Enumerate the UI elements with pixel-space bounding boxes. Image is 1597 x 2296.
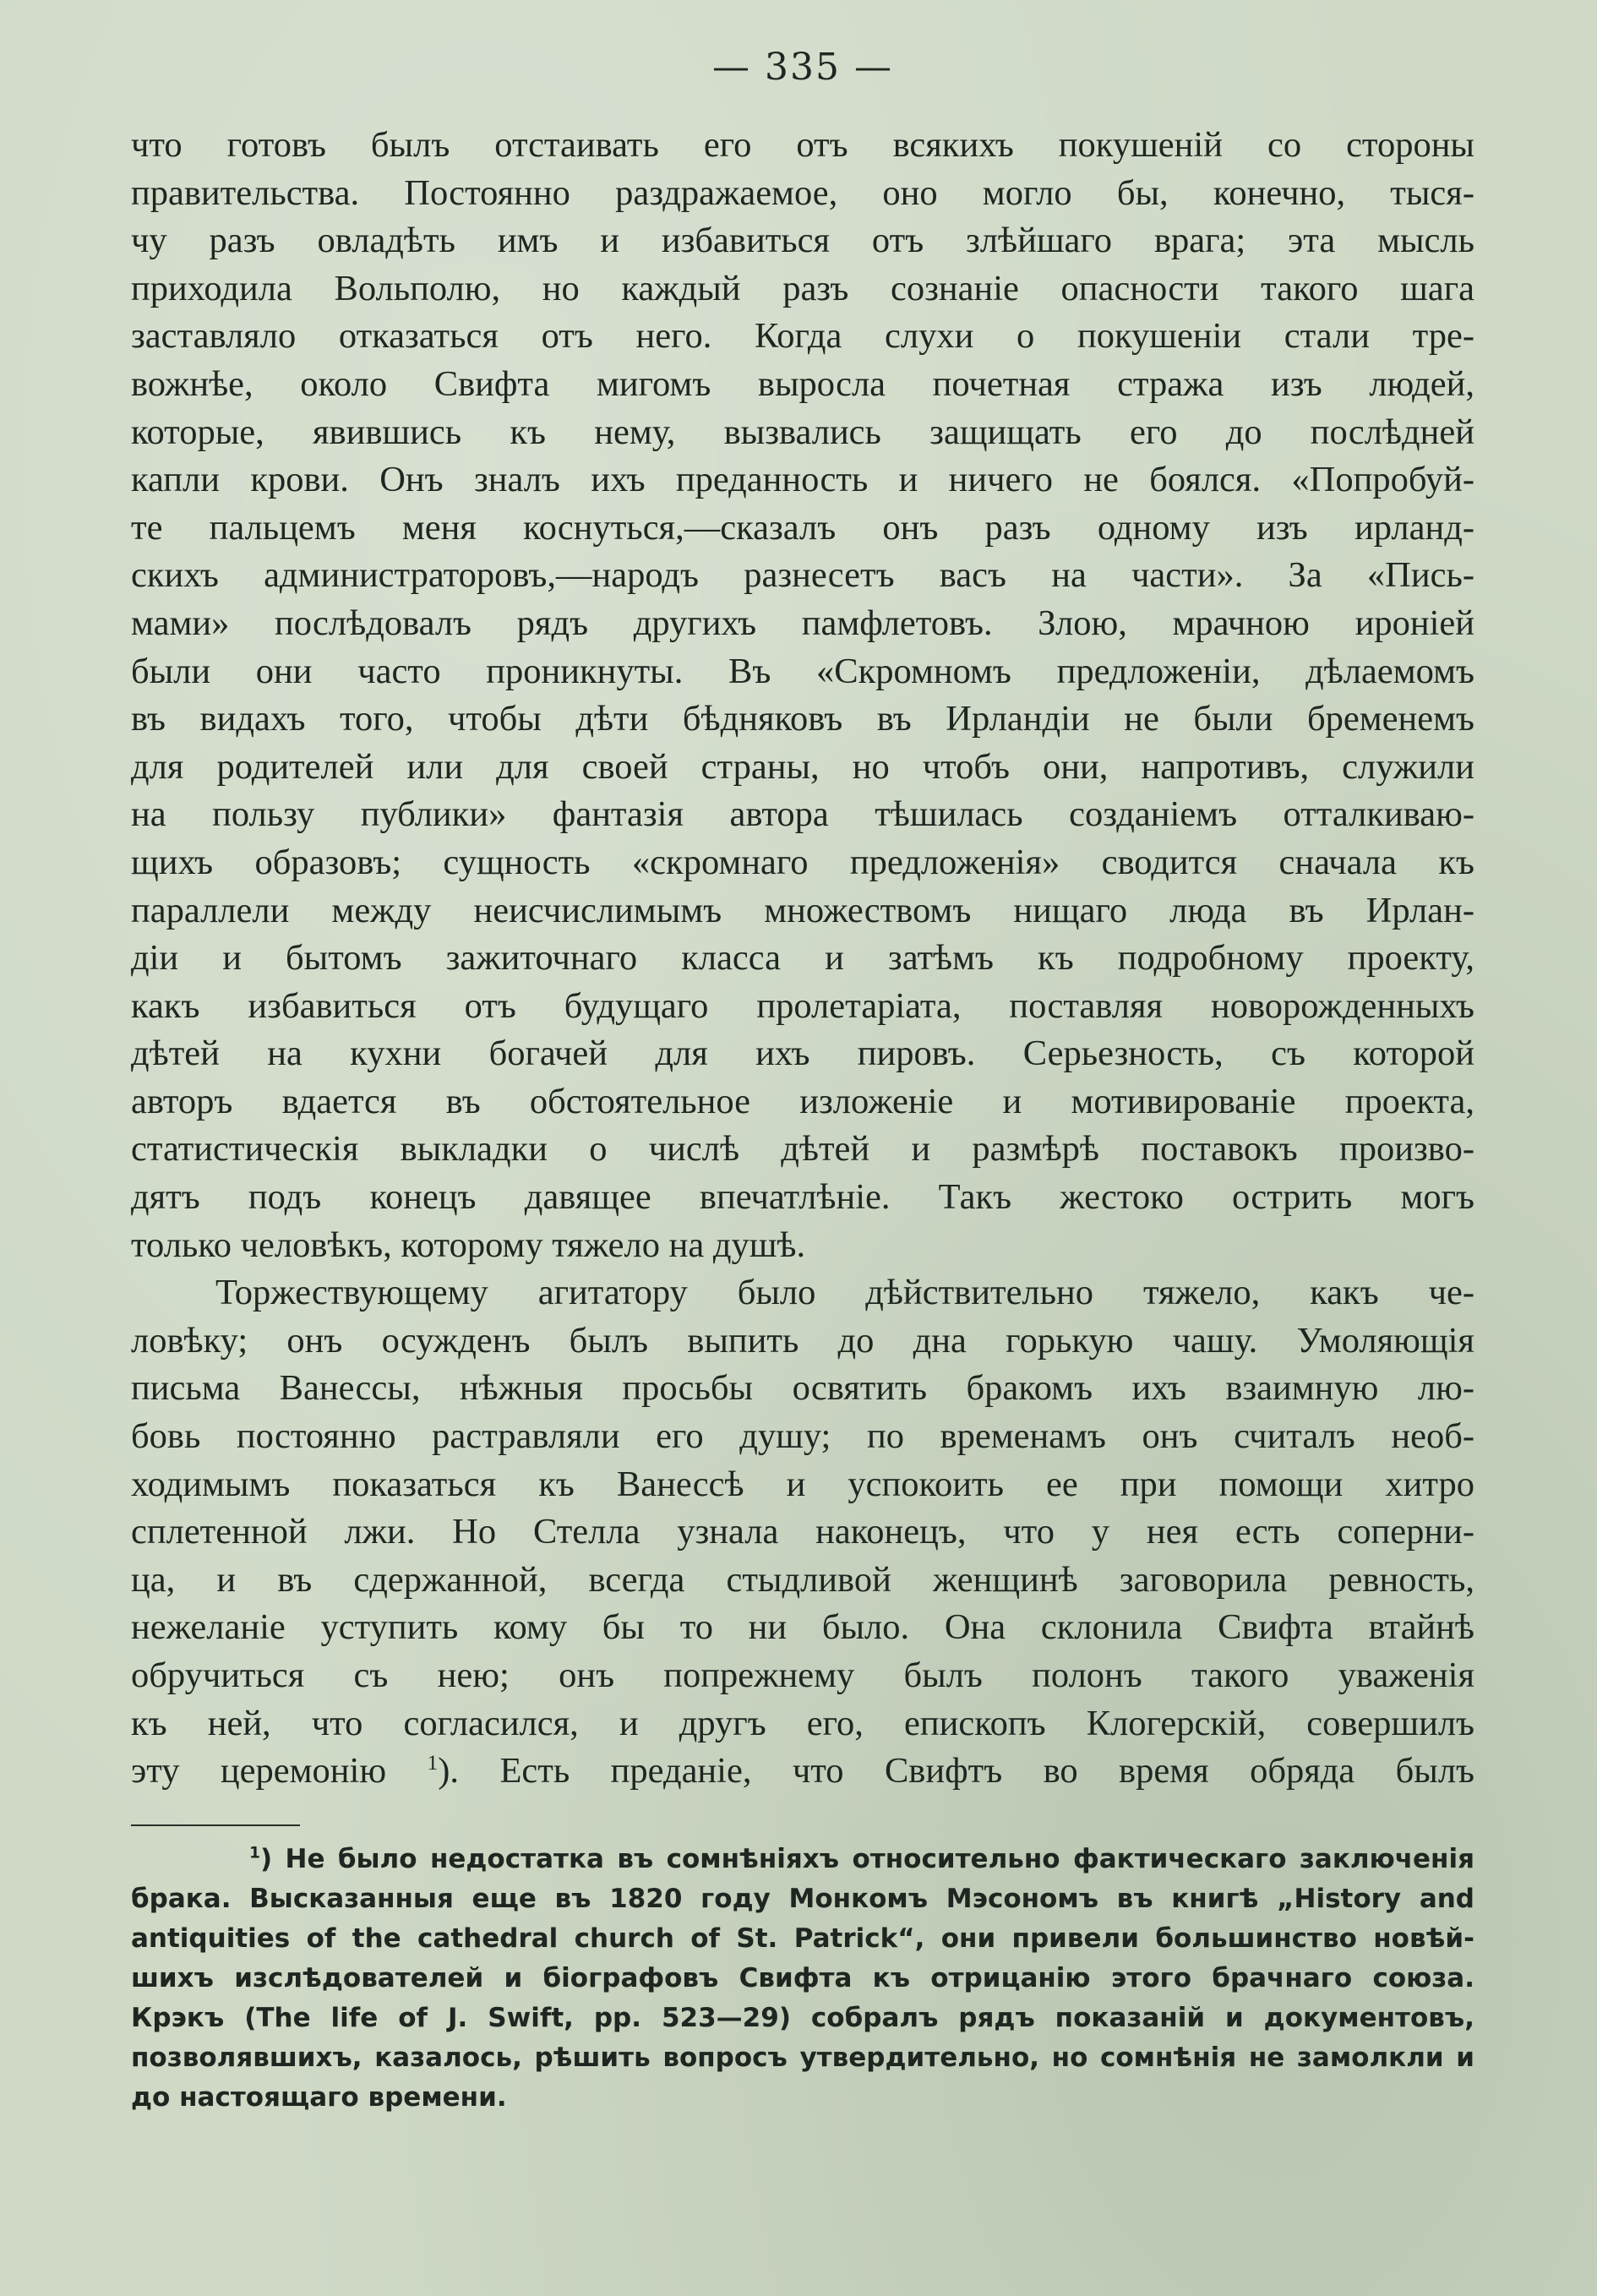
- text-line: параллели между неисчислимымъ множествомъ нищаго люда въ Ирлан-: [131, 890, 1474, 930]
- text-line: скихъ администраторовъ,—народъ разнесетъ васъ на части». За «Пись-: [131, 555, 1474, 596]
- text-fragment: эту церемонію: [131, 1751, 387, 1792]
- text-line: нежеланіе уступить кому бы то ни было. Она склонила Свифта втайнѣ: [131, 1607, 1474, 1648]
- text-fragment: ) Не было недостатка въ сомнѣніяхъ относительно фактическаго заключенія: [259, 1843, 1474, 1874]
- text-line: въ видахъ того, чтобы дѣти бѣдняковъ въ Ирландіи не были бременемъ: [131, 699, 1474, 739]
- text-line: мами» послѣдовалъ рядъ другихъ памфлетовъ. Злою, мрачною иронiей: [131, 603, 1474, 643]
- footnote-line: Крэкъ (The life of J. Swift, pp. 523—29) собралъ рядъ показаній и документовъ,: [131, 2002, 1474, 2033]
- footnote-line: брака. Высказанныя еще въ 1820 году Монкомъ Мэсономъ въ книгѣ „History and: [131, 1883, 1474, 1914]
- footnote-divider: [131, 1824, 300, 1826]
- text-line: авторъ вдается въ обстоятельное изложеніе и мотивированіе проекта,: [131, 1081, 1474, 1121]
- footnote-line: позволявшихъ, казалось, рѣшить вопросъ утвердительно, но сомнѣнія не замолкли и: [131, 2042, 1474, 2073]
- text-line: статистическія выкладки о числѣ дѣтей и размѣрѣ поставокъ произво-: [131, 1129, 1474, 1170]
- text-line: вожнѣе, около Свифта мигомъ выросла почетная стража изъ людей,: [131, 363, 1474, 404]
- text-line: которые, явившись къ нему, вызвались защищать его до послѣдней: [131, 412, 1474, 452]
- text-line: заставляло отказаться отъ него. Когда слухи о покушеніи стали тре-: [131, 316, 1474, 357]
- text-line: чу разъ овладѣть имъ и избавиться отъ злѣйшаго врага; эта мысль: [131, 221, 1474, 261]
- text-line-with-footnote-ref: [131, 1748, 1474, 1796]
- text-line: дятъ подъ конецъ давящее впечатлѣніе. Такъ жестоко острить могъ: [131, 1177, 1474, 1218]
- paragraph-start-line: Торжествующему агитатору было дѣйствительно тяжело, какъ че-: [215, 1273, 1474, 1313]
- text-line: діи и бытомъ зажиточнаго класса и затѣмъ къ подробному проекту,: [131, 938, 1474, 979]
- footnote-reference: 1: [427, 1750, 439, 1775]
- text-fragment: ). Есть преданіе, что Свифтъ во время обряда былъ: [438, 1751, 1475, 1792]
- text-line: только человѣкъ, которому тяжело на душѣ.: [131, 1224, 806, 1265]
- text-line: для родителей или для своей страны, но чтобъ они, напротивъ, служили: [131, 746, 1474, 787]
- text-line: какъ избавиться отъ будущаго пролетаріата, поставляя новорожденныхъ: [131, 985, 1474, 1026]
- text-line: щихъ образовъ; сущность «скромнаго предложенія» сводится сначала къ: [131, 842, 1474, 882]
- footnote-line: шихъ изслѣдователей и біографовъ Свифта къ отрицанію этого брачнаго союза.: [131, 1962, 1474, 1993]
- text-line: ходимымъ показаться къ Ванессѣ и успокоить ее при помощи хитро: [131, 1464, 1474, 1504]
- text-line: капли крови. Онъ зналъ ихъ преданность и ничего не боялся. «Попробуй-: [131, 460, 1474, 500]
- page-number: — 335 —: [712, 46, 893, 89]
- book-page: [131, 42, 1474, 2256]
- footnote-line: antiquities of the cathedral church of St. Patrick“, они привели большинство новѣй-: [131, 1922, 1474, 1954]
- text-line: что готовъ былъ отстаивать его отъ всякихъ покушеній со стороны: [131, 125, 1474, 165]
- text-line: сплетенной лжи. Но Стелла узнала наконецъ, что у нея есть соперни-: [131, 1512, 1474, 1552]
- text-line: ца, и въ сдержанной, всегда стыдливой женщинѣ заговорила ревность,: [131, 1559, 1474, 1600]
- text-line: на пользу публики» фантазія автора тѣшилась созданіемъ отталкиваю-: [131, 794, 1474, 835]
- footnote: [131, 1840, 1474, 2118]
- footnote-number: 1: [249, 1844, 260, 1862]
- text-line: дѣтей на кухни богачей для ихъ пировъ. Серьезность, съ которой: [131, 1033, 1474, 1074]
- text-line: приходила Вольполю, но каждый разъ сознаніе опасности такого шага: [131, 268, 1474, 308]
- text-line: письма Ванессы, нѣжныя просьбы освятить бракомъ ихъ взаимную лю-: [131, 1368, 1474, 1409]
- footnote-line: до настоящаго времени.: [131, 2081, 507, 2113]
- text-line: были они часто проникнуты. Въ «Скромномъ предложеніи, дѣлаемомъ: [131, 651, 1474, 691]
- text-line: те пальцемъ меня коснуться,—сказалъ онъ разъ одному изъ ирланд-: [131, 507, 1474, 548]
- text-line: ловѣку; онъ осужденъ былъ выпить до дна горькую чашу. Умоляющія: [131, 1320, 1474, 1361]
- text-line: къ ней, что согласился, и другъ его, епископъ Клогерскій, совершилъ: [131, 1703, 1474, 1743]
- body-text: [131, 122, 1474, 1796]
- text-line: правительства. Постоянно раздражаемое, оно могло бы, конечно, тыся-: [131, 172, 1474, 213]
- text-line: обручиться съ нею; онъ попрежнему былъ полонъ такого уваженія: [131, 1655, 1474, 1695]
- footnote-line: [131, 1840, 1474, 1879]
- text-line: бовь постоянно растравляли его душу; по временамъ онъ считалъ необ-: [131, 1416, 1474, 1457]
